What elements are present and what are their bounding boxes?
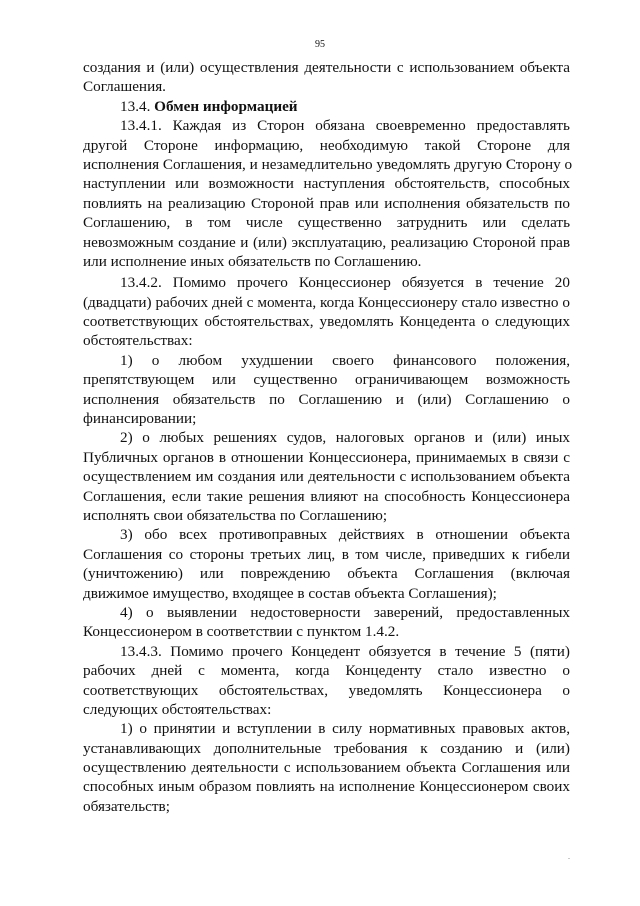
text-line: Публичных органов в отношении Концессионера, принимаемых в связи с [83, 448, 570, 466]
text-line: невозможным создание и (или) эксплуатацию, реализацию Стороной прав [83, 233, 570, 251]
page-number: 95 [315, 39, 325, 50]
text-line: устанавливающих дополнительные требования к созданию и (или) [83, 739, 570, 757]
list-item-1: 1) о любом ухудшении своего финансового положения, [120, 351, 570, 369]
text-line: исполнения обязательств по Соглашению и (или) Соглашению о [83, 390, 570, 408]
clause-13-4-1: 13.4.1. Каждая из Сторон обязана своевременно предоставлять [120, 117, 570, 135]
text-line: исполнять свои обязательства по Соглашению; [83, 506, 388, 524]
section-number: 13.4. [120, 97, 151, 115]
text-line: соответствующих обстоятельствах, уведомлять Концессионера о [83, 681, 570, 699]
text-line: рабочих дней с момента, когда Концеденту стало известно о [83, 662, 570, 680]
text-line: Концессионером в соответствии с пунктом 1.4.2. [83, 623, 400, 641]
list-item-3: 3) обо всех противоправных действиях в отношении объекта [120, 526, 570, 544]
text-line: соответствующих обстоятельствах, уведомлять Концедента о следующих [83, 313, 570, 331]
text-line: наступлении или возможности наступления обстоятельств, способных [83, 175, 570, 193]
text-line: Соглашения, если такие решения влияют на способность Концессионера [83, 487, 570, 505]
text-line: следующих обстоятельствах: [83, 700, 272, 718]
text-line: финансировании; [83, 410, 197, 428]
section-title: Обмен информацией [154, 97, 298, 115]
text-line: повлиять на реализацию Стороной прав или исполнения обязательств по [83, 194, 570, 212]
text-line: обязательств; [83, 797, 170, 815]
text-line: (уничтожению) или повреждению объекта Соглашения (включая [83, 565, 570, 583]
text-line: Соглашения со стороны третьих лиц, в том числе, приведших к гибели [83, 545, 570, 563]
clause-13-4-3: 13.4.3. Помимо прочего Концедент обязуется в течение 5 (пяти) [120, 642, 570, 660]
text-line: исполнения Соглашения, и незамедлительно уведомлять другую Сторону о [83, 155, 573, 173]
text-line: другой Стороне информацию, необходимую такой Стороне для [83, 136, 570, 154]
text-line: обстоятельствах: [83, 332, 193, 350]
text-line: способных иным образом повлиять на исполнение Концессионером своих [83, 778, 570, 796]
text-line: осуществлению деятельности с использованием объекта Соглашения или [83, 759, 570, 777]
clause-13-4-2: 13.4.2. Помимо прочего Концессионер обязуется в течение 20 [120, 274, 570, 292]
text-line: или исполнение иных обязательств по Соглашению. [83, 252, 422, 270]
text-line: Соглашению, в том числе существенно затруднить или сделать [83, 214, 570, 232]
text-line: создания и (или) осуществления деятельности с использованием объекта [83, 59, 570, 76]
list-item-4: 4) о выявлении недостоверности заверений, предоставленных [120, 603, 570, 621]
text-line: Соглашения. [83, 78, 166, 96]
bottom-mark: . [568, 852, 570, 861]
text-line: (двадцати) рабочих дней с момента, когда Концессионеру стало известно о [83, 293, 570, 311]
text-line: осуществлением им создания или деятельности с использованием объекта [83, 468, 570, 486]
text-line: движимое имущество, входящее в состав объекта Соглашения); [83, 584, 497, 602]
document-body [83, 58, 573, 816]
list-item-2: 2) о любых решениях судов, налоговых органов и (или) иных [120, 429, 570, 447]
list-item-1: 1) о принятии и вступлении в силу нормативных правовых актов, [120, 720, 570, 738]
text-line: препятствующем или существенно ограничивающем возможность [83, 371, 570, 389]
section-heading [83, 97, 570, 116]
